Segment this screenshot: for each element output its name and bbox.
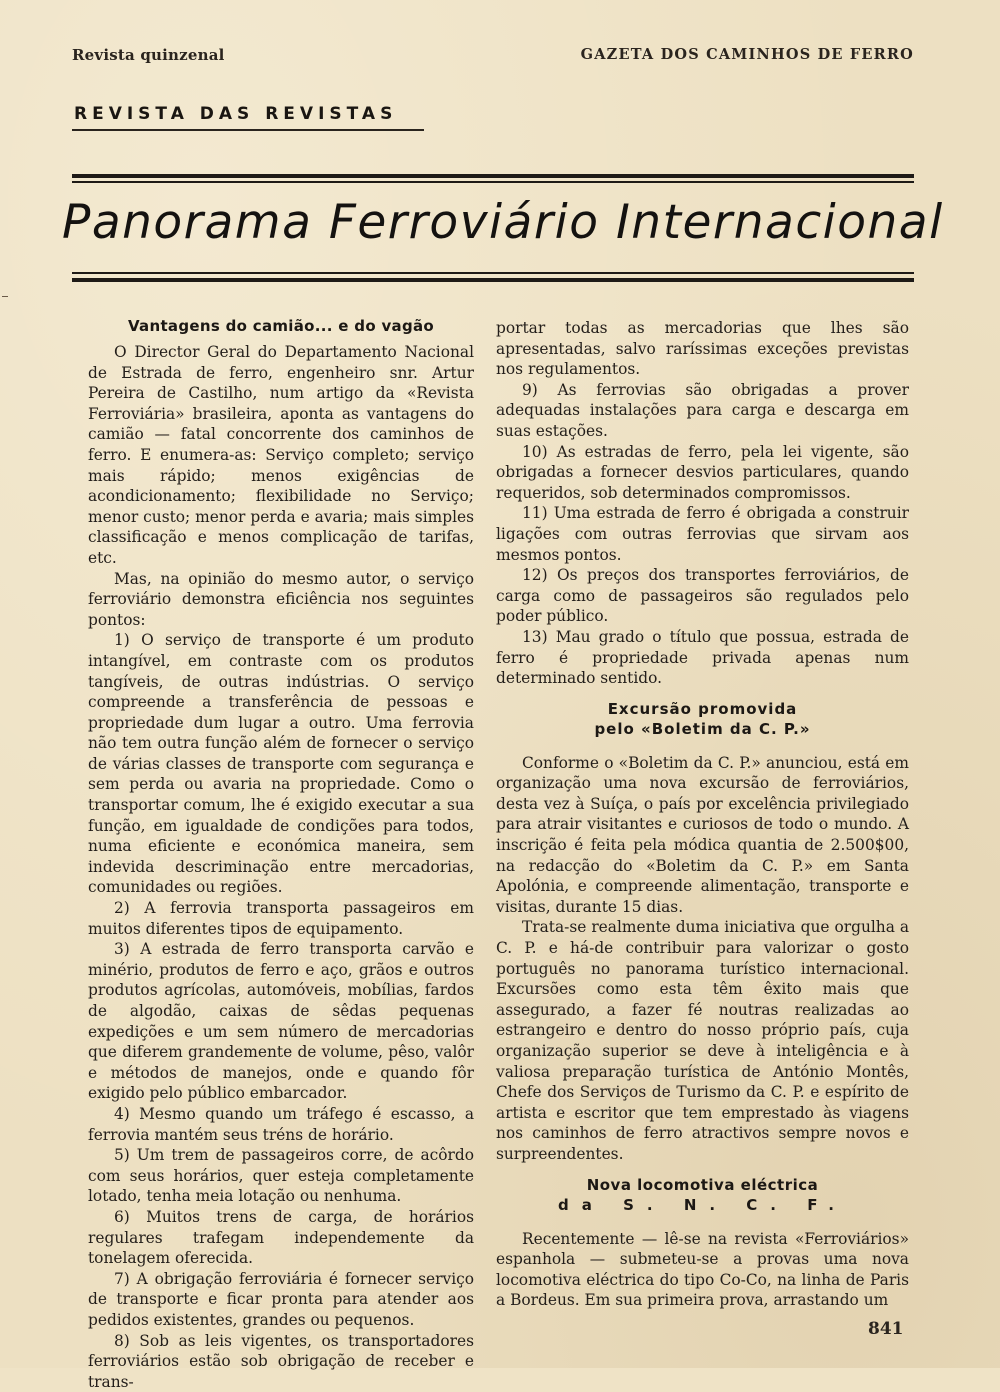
left-column xyxy=(88,316,474,1392)
running-head-left: Revista quinzenal xyxy=(72,46,225,64)
subhead-line: pelo «Boletim da C. P.» xyxy=(496,719,909,739)
rule-thin xyxy=(72,272,914,274)
subhead-vantagens: Vantagens do camião... e do vagão xyxy=(88,316,474,336)
paragraph: 1) O serviço de transporte é um produto intangível, em contraste com os produtos tangíveis, de outras indústrias. O serviço compreende a transferência de pessoas e propriedade dum lugar a outro. Uma ferrovia não tem outra função além de fornecer o serviço de várias classes de transporte com segurança e sem perda ou avaria na propriedade. Como o transportar comum, lhe é exigido executar a sua função, em igualdade de condições para todos, numa eficiente e económica maneira, sem indevida descriminação entre mercadorias, comunidades ou regiões. xyxy=(88,630,474,898)
title-rule-top xyxy=(72,174,914,183)
section-label: REVISTA DAS REVISTAS xyxy=(74,104,397,124)
page-number: 841 xyxy=(868,1319,904,1339)
subhead-line: Excursão promovida xyxy=(496,699,909,719)
right-column xyxy=(496,318,909,1311)
subhead-line: Nova locomotiva eléctrica xyxy=(496,1175,909,1195)
section-rule xyxy=(72,129,424,131)
paragraph: 6) Muitos trens de carga, de horários regulares trafegam independemente da tonelagem oferecida. xyxy=(88,1207,474,1269)
rule-thick xyxy=(72,174,914,178)
article-title: Panorama Ferroviário Internacional xyxy=(62,195,932,250)
paragraph: 5) Um trem de passageiros corre, de acôrdo com seus horários, quer esteja completamente lotado, tenha meia lotação ou nenhuma. xyxy=(88,1145,474,1207)
paragraph-continuation: portar todas as mercadorias que lhes são apresentadas, salvo raríssimas exceções previstas nos regulamentos. xyxy=(496,318,909,380)
subhead-locomotiva xyxy=(496,1175,909,1215)
paragraph: 12) Os preços dos transportes ferroviários, de carga como de passageiros são regulados pelo poder público. xyxy=(496,565,909,627)
paragraph: 7) A obrigação ferroviária é fornecer serviço de transporte e ficar pronta para atender aos pedidos existentes, grandes ou pequenos. xyxy=(88,1269,474,1331)
paragraph: Mas, na opinião do mesmo autor, o serviço ferroviário demonstra eficiência nos seguintes pontos: xyxy=(88,569,474,631)
paragraph: O Director Geral do Departamento Nacional de Estrada de ferro, engenheiro snr. Artur Pereira de Castilho, num artigo da «Revista Ferroviária» brasileira, aponta as vantagens do camião — fatal concorrente dos caminhos de ferro. E enumera-as: Serviço completo; serviço mais rápido; menos exigências de acondicionamento; flexibilidade no Serviço; menor custo; menor perda e avaria; mais simples classificação e menos complicação de tarifas, etc. xyxy=(88,342,474,569)
running-head-right: GAZETA DOS CAMINHOS DE FERRO xyxy=(581,46,914,63)
scan-edge-mark xyxy=(2,296,8,297)
paragraph: Conforme o «Boletim da C. P.» anunciou, está em organização uma nova excursão de ferroviários, desta vez à Suíça, o país por excelência privilegiado para atrair visitantes e curiosos de todo o mundo. A inscrição é feita pela módica quantia de 2.500$00, na redacção do «Boletim da C. P.» em Santa Apolónia, e compreende alimentação, transporte e visitas, durante 15 dias. xyxy=(496,753,909,918)
paragraph: Trata-se realmente duma iniciativa que orgulha a C. P. e há-de contribuir para valorizar o gosto português no panorama turístico internacional. Excursões como esta têm êxito mais que assegurado, a fazer fé noutras realizadas ao estrangeiro e dentro do nosso próprio país, cuja organização superior se deve à inteligência e à valiosa preparação turística de António Montês, Chefe dos Serviços de Turismo da C. P. e espírito de artista e escritor que tem emprestado às viagens nos caminhos de ferro atractivos sempre novos e surpreendentes. xyxy=(496,917,909,1164)
paragraph: 9) As ferrovias são obrigadas a prover adequadas instalações para carga e descarga em suas estações. xyxy=(496,380,909,442)
subhead-line: da S. N. C. F. xyxy=(496,1195,909,1215)
paragraph: Recentemente — lê-se na revista «Ferroviários» espanhola — submeteu-se a provas uma nova locomotiva eléctrica do tipo Co-Co, na linha de Paris a Bordeus. Em sua primeira prova, arrastando um xyxy=(496,1229,909,1311)
rule-thick xyxy=(72,278,914,282)
paragraph: 8) Sob as leis vigentes, os transportadores ferroviários estão sob obrigação de receber e trans- xyxy=(88,1331,474,1392)
paragraph: 3) A estrada de ferro transporta carvão e minério, produtos de ferro e aço, grãos e outros produtos agrícolas, automóveis, mobílias, fardos de algodão, caixas de sêdas pequenas expedições e um sem número de mercadorias que diferem grandemente de volume, pêso, valôr e métodos de manejos, onde e quando fôr exigido pelo público embarcador. xyxy=(88,939,474,1104)
subhead-excursao xyxy=(496,699,909,739)
paragraph: 13) Mau grado o título que possua, estrada de ferro é propriedade privada apenas num determinado sentido. xyxy=(496,627,909,689)
paragraph: 4) Mesmo quando um tráfego é escasso, a ferrovia mantém seus tréns de horário. xyxy=(88,1104,474,1145)
paragraph: 10) As estradas de ferro, pela lei vigente, são obrigadas a fornecer desvios particulares, quando requeridos, sob determinados compromissos. xyxy=(496,442,909,504)
rule-thin xyxy=(72,181,914,183)
paragraph: 2) A ferrovia transporta passageiros em muitos diferentes tipos de equipamento. xyxy=(88,898,474,939)
paragraph: 11) Uma estrada de ferro é obrigada a construir ligações com outras ferrovias que sirvam aos mesmos pontos. xyxy=(496,503,909,565)
title-rule-bottom xyxy=(72,272,914,282)
